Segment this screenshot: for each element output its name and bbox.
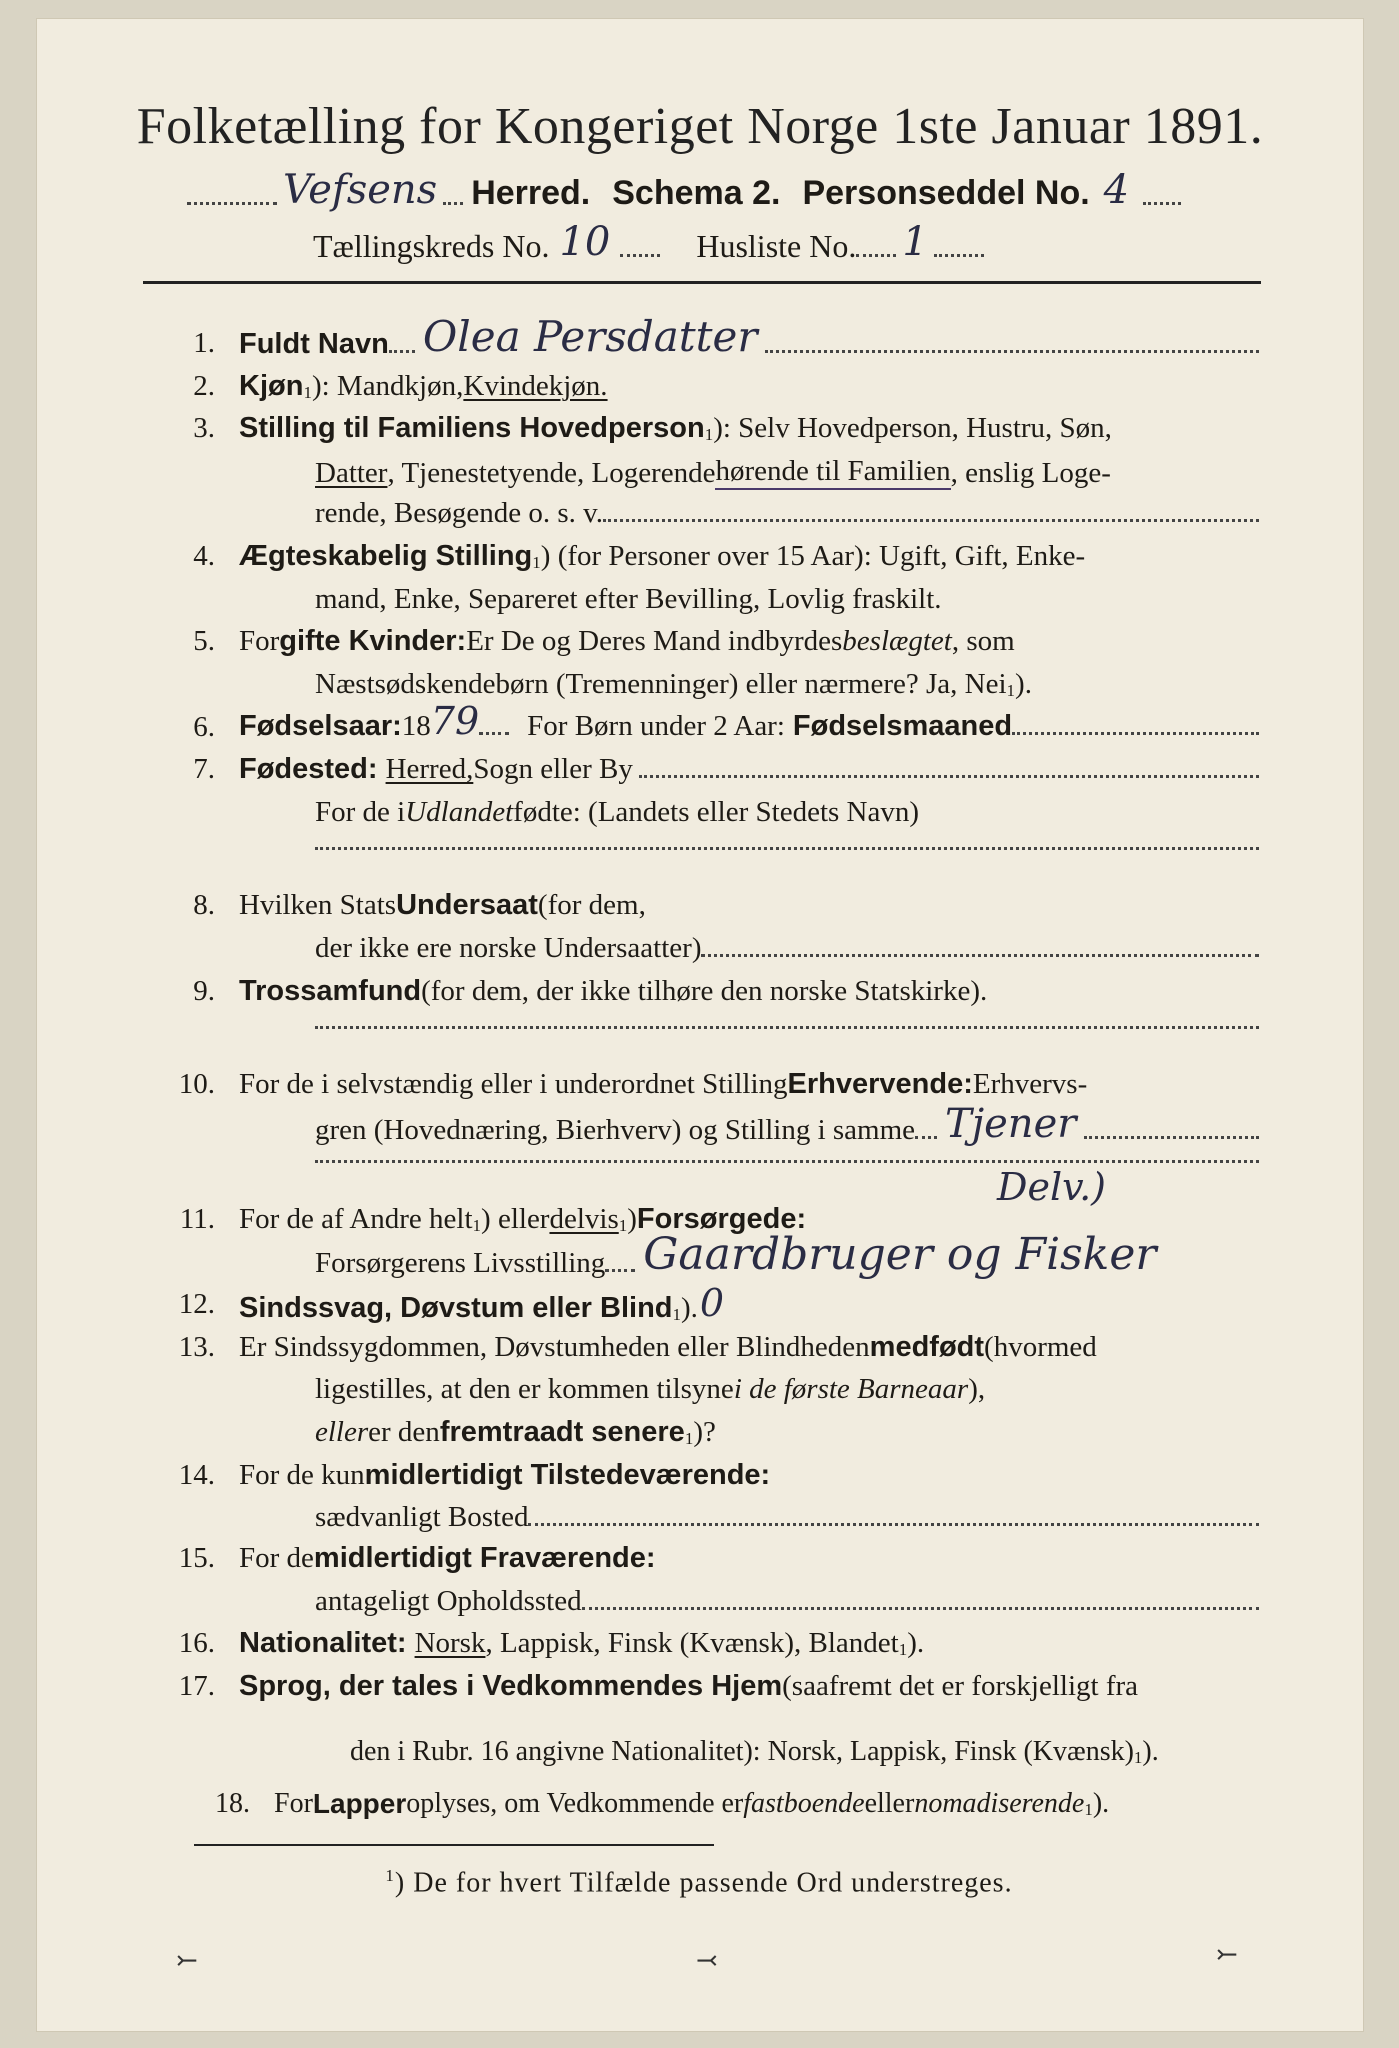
q3-text: , enslig Loge- [950,456,1111,489]
footnote-ref: 1 [532,553,541,573]
q13-text: er den [368,1415,440,1448]
q4-text: mand, Enke, Separeret efter Bevilling, Lovlig fraskilt. [315,582,942,615]
footnote-ref: 1 [704,425,714,445]
q17-label: Sprog, der tales i Vedkommendes Hjem [239,1670,783,1703]
q4-label: Ægteskabelig Stilling [239,540,533,573]
q6-label: Fødselsaar: [239,710,402,743]
binding-mark-right-icon: ⤚ [1216,1940,1238,1969]
kreds-label: Tællingskreds No. [313,228,550,264]
herred-value: Vefsens [283,167,438,213]
q18-text: eller [864,1788,915,1819]
dotted-fill [620,254,660,257]
header-line-kreds [313,219,984,265]
dotted-fill [1084,1136,1259,1139]
q10-line2 [315,1101,1259,1147]
q3-text: rende, Besøgende o. s. v. [315,497,604,530]
dotted-fill [915,1136,937,1139]
q10-value: Tjener [945,1101,1077,1147]
item-number: 17. [178,1670,215,1703]
q13-line1 [239,1331,1097,1364]
q16-selected-option: Norsk [414,1627,486,1660]
q8-text: (for dem, [537,889,646,922]
q13-text: (hvormed [984,1330,1097,1363]
personseddel-value: 4 [1103,167,1130,213]
q2-label: Kjøn [239,369,304,402]
q7-selected-option: Herred, [385,753,474,786]
q18-text: oplyses, om Vedkommende er [406,1788,744,1819]
footnote-ref: 1 [385,1866,395,1885]
q4-line2 [315,583,942,616]
schema-label: Schema 2. [612,174,781,212]
q6-value: 79 [430,699,480,744]
q1-label: Fuldt Navn [239,328,389,361]
q11-label: Forsørgede: [636,1202,807,1235]
q10-text: For de i selvstændig eller i underordnet Stilling [239,1068,788,1101]
q3-line2 [315,455,1111,490]
q5-text: Næstsødskendebørn (Tremenninger) eller nærmere? Ja, Nei [315,668,1007,701]
q13-text: Er Sindssygdommen, Døvstumheden eller Blindheden [239,1330,870,1363]
item-number: 13. [178,1330,215,1363]
item-number: 6. [193,710,215,743]
q7-line1 [239,753,1259,786]
q16-text: ). [907,1627,925,1660]
q13-line2 [315,1373,985,1406]
footnote-ref: 1 [472,1215,482,1235]
q11-text: ) [627,1202,637,1235]
dotted-fill [315,1160,1259,1163]
q2-selected-option: Kvindekjøn. [463,369,608,402]
q5-line1 [239,625,1015,658]
q15-line2 [315,1585,1259,1618]
q14-line2 [315,1501,1259,1534]
q8-label: Undersaat [396,889,538,922]
q12-value: 0 [699,1281,725,1326]
herred-label: Herred. [471,174,591,212]
q13-label2: fremtraadt senere [439,1415,685,1448]
item-number: 1. [193,326,215,359]
q14-label: midlertidigt Tilstedeværende: [364,1458,771,1491]
header-line-herred [187,167,1181,213]
dotted-fill [315,847,1259,850]
item-number: 16. [178,1627,215,1660]
item-number: 5. [193,625,215,658]
q15-label: midlertidigt Fraværende: [313,1542,656,1575]
q8-line1 [239,889,646,922]
item-number: 9. [193,974,215,1007]
q13-text: eller [315,1415,369,1448]
q5-text: beslægtet [842,625,952,658]
q7-text: For de i [315,795,406,828]
footnote-ref: 1 [898,1640,908,1660]
q13-label: medfødt [869,1330,985,1363]
q4-text: ) (for Personer over 15 Aar): Ugift, Gift, Enke- [540,540,1086,573]
q11-note: Delv.) [997,1164,1106,1209]
footnote-ref: 1 [303,382,312,402]
q17-line1 [239,1670,1138,1703]
footnote-text: ) De for hvert Tilfælde passende Ord understreges. [394,1867,1013,1899]
q7-text: Udlandet [405,795,514,828]
q6-label2: Fødselsmaaned [792,710,1013,743]
dotted-fill [528,1523,1259,1526]
q10-line1 [239,1068,1087,1101]
q16-nationality [239,1627,924,1660]
dotted-fill [479,732,509,735]
dotted-fill [582,1607,1259,1610]
q3-label: Stilling til Familiens Hovedperson [239,412,705,445]
q8-line2 [315,932,1259,965]
dotted-fill [765,350,1259,353]
q18-label: Lapper [312,1788,407,1819]
q17-text: den i Rubr. 16 angivne Nationalitet): Norsk, Lappisk, Finsk (Kvænsk) [350,1736,1134,1767]
q15-text: For de [239,1542,314,1575]
q11-text: Forsørgerens Livsstilling [315,1246,606,1279]
q9-label: Trossamfund [239,974,422,1007]
q14-text: sædvanligt Bosted [315,1501,529,1534]
q9-religion [239,975,987,1008]
q11-value: Gaardbruger og Fisker [643,1228,1157,1280]
item-number: 10. [178,1068,215,1101]
dotted-fill [639,775,1259,778]
q18-text: ). [1092,1788,1110,1819]
q13-text: i de første Barneaar [733,1373,969,1406]
item-number: 8. [193,889,215,922]
q5-text: , som [951,625,1015,658]
q12-disability [239,1281,724,1325]
dotted-fill [701,954,1259,957]
footnote-ref: 1 [672,1305,681,1325]
footnote-ref: 1 [684,1428,694,1448]
dotted-fill [389,350,415,353]
q12-label: Sindssvag, Døvstum eller Blind [239,1292,673,1325]
footnote-ref: 1 [1084,1800,1093,1819]
q18-text: nomadiserende [914,1788,1085,1819]
item-number: 2. [193,369,215,402]
q16-text: , Lappisk, Finsk (Kvænsk), Blandet [485,1627,899,1660]
dotted-fill [1143,202,1181,205]
item-number: 4. [193,540,215,573]
q12-text: ). [681,1292,698,1325]
q8-text: Hvilken Stats [239,889,397,922]
q3-text: ): Selv Hovedperson, Hustru, Søn, [713,412,1112,445]
dotted-fill [443,202,463,205]
dotted-fill [603,519,1259,522]
q1-value: Olea Persdatter [422,312,758,362]
q2-gender [239,370,608,403]
q3-text: , Tjenestetyende, Logerende [387,456,716,489]
personseddel-label: Personseddel No. [802,174,1090,212]
q16-label: Nationalitet: [239,1627,407,1660]
dotted-fill [934,254,984,257]
q3-selected-option: Datter [315,456,388,489]
kreds-value: 10 [559,219,611,265]
item-number: 15. [178,1542,215,1575]
q6-text: For Børn under 2 Aar: [527,710,785,743]
q9-text: (for dem, der ikke tilhøre den norske Statskirke). [421,974,988,1007]
q11-line2 [315,1229,1305,1280]
q15-text: antageligt Opholdssted [315,1584,582,1617]
q10-text: gren (Hovednæring, Bierhverv) og Stilling i samme [315,1114,916,1146]
dotted-fill [187,202,277,205]
item-number: 11. [179,1202,215,1235]
q6-text: 18 [401,710,431,743]
q11-selected-option: delvis [549,1202,619,1235]
item-number: 7. [193,753,215,786]
q15-line1 [239,1542,656,1575]
header-rule [143,281,1261,284]
q13-text: )? [693,1415,716,1448]
q2-text: ): Mandkjøn, [311,369,464,402]
q11-text: For de af Andre helt [239,1202,473,1235]
census-form-sheet [36,18,1364,2032]
q11-text: ) eller [481,1202,550,1235]
q4-line1 [239,540,1085,573]
q8-text: der ikke ere norske Undersaatter) [315,932,702,965]
q14-text: For de kun [239,1458,365,1491]
q13-line3 [315,1416,716,1449]
footnote-ref: 1 [1006,681,1016,701]
item-number: 14. [178,1458,215,1491]
q3-selected-option: hørende til Familien [715,455,950,490]
q13-text: ), [968,1373,986,1406]
q5-label: gifte Kvinder: [279,625,467,658]
form-title: Folketælling for Kongeriget Norge 1ste Januar 1891. [136,98,1264,155]
dotted-fill [315,1026,1259,1029]
q7-line2 [315,796,919,829]
q5-line2: Næstsødskendebørn (Tremenninger) eller nærmere? Ja, Nei 1 ). [315,668,1032,701]
footnote-ref: 1 [618,1215,628,1235]
dotted-fill [856,254,896,257]
q7-text: fødte: (Landets eller Stedets Navn) [513,795,920,828]
q1-full-name [239,312,1259,361]
q17-text: ). [1142,1736,1159,1767]
item-number: 3. [193,412,215,445]
q10-label: Erhvervende: [787,1068,973,1101]
dotted-fill [1012,732,1259,735]
q13-text: ligestilles, at den er kommen tilsyne [315,1373,734,1406]
q3-line1 [239,412,1112,445]
q7-text: Sogn eller By [473,753,633,786]
footnote-ref: 1 [1133,1748,1143,1767]
q14-line1 [239,1459,770,1492]
item-number: 12. [178,1287,215,1320]
q6-birth-year [239,699,1259,743]
q10-text: Erhvervs- [972,1068,1088,1101]
q5-text: For [239,625,280,658]
q3-line3 [315,497,1259,530]
dotted-fill [605,1269,635,1272]
q18-text: For [274,1788,313,1819]
husliste-label: Husliste No. [696,228,857,264]
binding-mark-center-icon: ⤙ [696,1946,718,1975]
q17-text: (saafremt det er forskjelligt fra [782,1670,1139,1703]
q7-label: Fødested: [239,753,378,786]
item-number: 18. [215,1788,250,1819]
q18-text: fastboende [743,1788,865,1819]
q5-text: Er De og Deres Mand indbyrdes [466,625,843,658]
husliste-value: 1 [902,219,928,265]
binding-mark-left-icon: ⤚ [176,1946,198,1975]
